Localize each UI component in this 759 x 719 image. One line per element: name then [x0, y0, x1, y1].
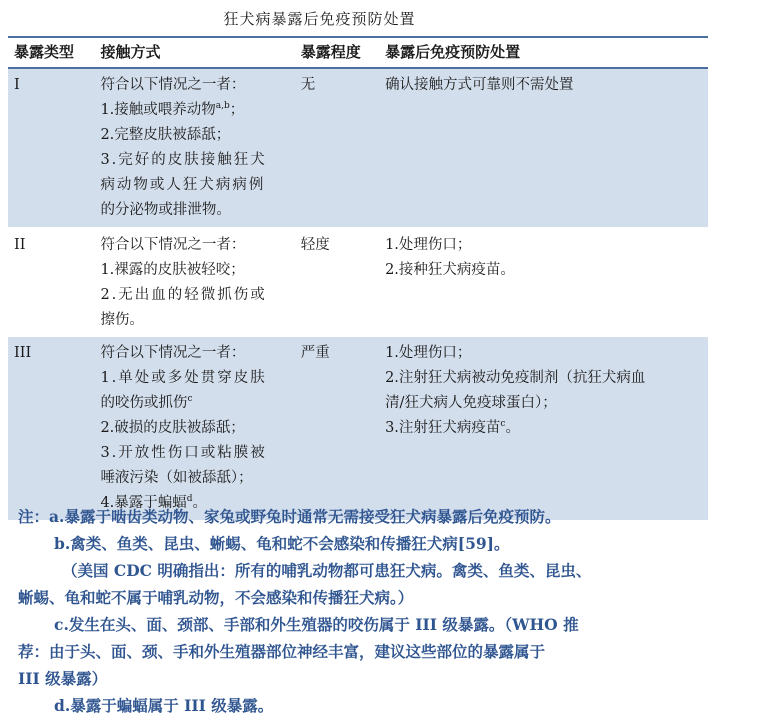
- pep-measures-cell: 1.处理伤口； 2.接种狂犬病疫苗。: [379, 228, 708, 337]
- header-contact-method: 接触方式: [94, 37, 294, 68]
- footnote-b: b.禽类、鱼类、昆虫、蜥蜴、龟和蛇不会感染和传播狂犬病[59]。: [54, 534, 510, 553]
- footnote-d: d.暴露于蝙蝠属于 III 级暴露。: [54, 696, 274, 715]
- exposure-type-cell: III: [8, 337, 94, 520]
- rabies-pep-table: [8, 36, 708, 520]
- exposure-type-cell: I: [8, 68, 94, 228]
- footnote-c-detail-1: 荐：由于头、面、颈、手和外生殖器部位神经丰富，建议这些部位的暴露属于: [18, 642, 546, 661]
- footnotes: [18, 503, 758, 719]
- table-row: [8, 68, 708, 228]
- exposure-degree-cell: 无: [295, 68, 379, 228]
- contact-method-cell: 符合以下情况之一者： 1.接触或喂养动物$^{a,b}$； 2.完整皮肤被舔舐； 3.完好的皮肤接触狂犬 病动物或人狂犬病病例 的分泌物或排泄物。: [94, 68, 294, 228]
- table-row: [8, 337, 708, 520]
- footnote-c: c.发生在头、面、颈部、手部和外生殖器的咬伤属于 III 级暴露。（WHO 推: [54, 615, 579, 634]
- pep-measures-cell: 1.处理伤口； 2.注射狂犬病被动免疫制剂（抗狂犬病血 清/狂犬病人免疫球蛋白）； 3.注射狂犬病疫苗$^c$。: [379, 337, 708, 520]
- pep-measures-cell: 确认接触方式可靠则不需处置: [379, 68, 708, 228]
- exposure-degree-cell: 严重: [295, 337, 379, 520]
- footnote-a: 注：a.暴露于啮齿类动物、家兔或野兔时通常无需接受狂犬病暴露后免疫预防。: [18, 507, 561, 526]
- table-header-row: [8, 37, 708, 68]
- exposure-degree-cell: 轻度: [295, 228, 379, 337]
- contact-method-cell: 符合以下情况之一者： 1.单处或多处贯穿皮肤 的咬伤或抓伤$^c$ 2.破损的皮肤被舔舐； 3.开放性伤口或粘膜被 唾液污染（如被舔舐）； 4.暴露于蝙蝠$^d$。: [94, 337, 294, 520]
- header-exposure-degree: 暴露程度: [295, 37, 379, 68]
- footnote-c-detail-2: III 级暴露）: [18, 669, 108, 688]
- table-title: 狂犬病暴露后免疫预防处置: [223, 10, 416, 28]
- exposure-type-cell: II: [8, 228, 94, 337]
- header-pep-measures: 暴露后免疫预防处置: [379, 37, 708, 68]
- header-exposure-type: 暴露类型: [8, 37, 94, 68]
- footnote-b-detail-2: 蜥蜴、龟和蛇不属于哺乳动物，不会感染和传播狂犬病。）: [18, 588, 414, 607]
- table-row: [8, 228, 708, 337]
- footnote-b-detail-1: （美国 CDC 明确指出：所有的哺乳动物都可患狂犬病。禽类、鱼类、昆虫、: [62, 561, 592, 580]
- contact-method-cell: 符合以下情况之一者： 1.裸露的皮肤被轻咬； 2.无出血的轻微抓伤或 擦伤。: [94, 228, 294, 337]
